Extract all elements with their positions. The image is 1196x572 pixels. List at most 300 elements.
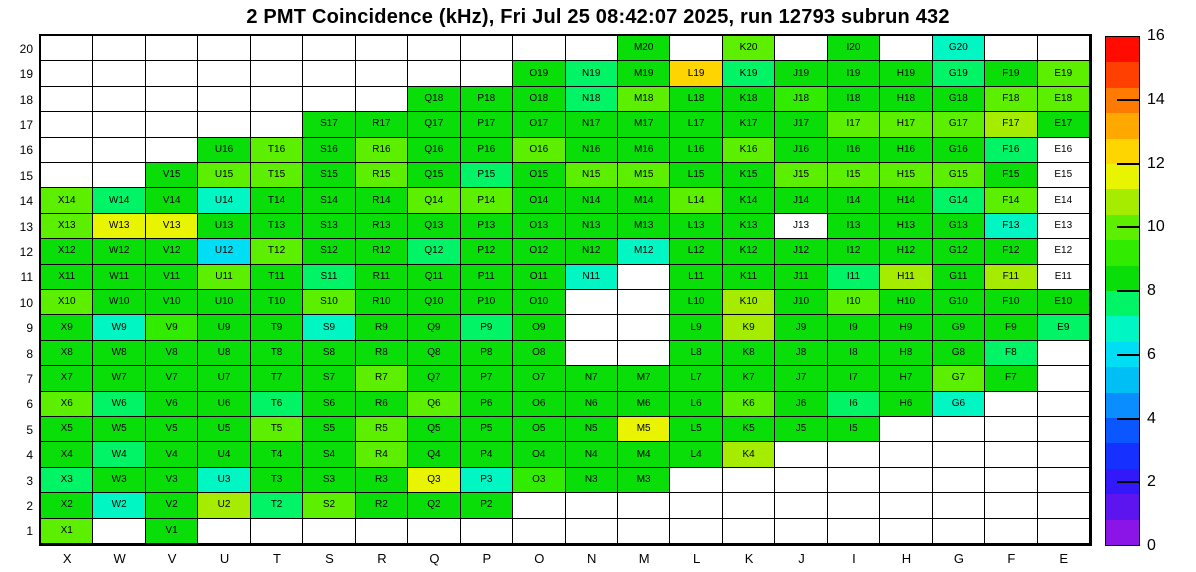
heatmap-cell: U6 <box>198 392 250 417</box>
heatmap-cell-empty <box>670 468 722 493</box>
heatmap-cell-empty <box>880 519 932 544</box>
heatmap-cell: O7 <box>513 366 565 391</box>
heatmap-cell-empty <box>985 442 1037 467</box>
heatmap-cell: S3 <box>303 468 355 493</box>
color-scale-band <box>1106 291 1139 316</box>
heatmap-cell: X5 <box>41 417 93 442</box>
heatmap-cell: G8 <box>933 341 985 366</box>
heatmap-cell: Q3 <box>408 468 460 493</box>
heatmap-cell-empty <box>985 493 1037 518</box>
heatmap-cell: K10 <box>723 290 775 315</box>
color-scale-tick <box>1117 99 1139 101</box>
x-axis-tick-label: X <box>62 551 72 566</box>
heatmap-cell-empty <box>41 87 93 112</box>
y-axis-tick-label: 16 <box>19 143 33 158</box>
heatmap-cell-empty <box>513 493 565 518</box>
heatmap-cell: F19 <box>985 61 1037 86</box>
y-axis-tick-label: 12 <box>19 244 33 259</box>
heatmap-cell-empty <box>618 315 670 340</box>
heatmap-cell: W3 <box>93 468 145 493</box>
heatmap-cell: E9 <box>1038 315 1090 340</box>
heatmap-cell: K9 <box>723 315 775 340</box>
y-axis-tick-label: 2 <box>26 498 33 513</box>
x-axis-tick-label: Q <box>429 551 440 566</box>
heatmap-cell: O11 <box>513 265 565 290</box>
heatmap-cell: E12 <box>1038 239 1090 264</box>
heatmap-cell-empty <box>198 519 250 544</box>
heatmap-cell: U7 <box>198 366 250 391</box>
heatmap-cell: W4 <box>93 442 145 467</box>
heatmap-cell: S13 <box>303 214 355 239</box>
x-axis-tick-label: H <box>901 551 912 566</box>
heatmap-cell: O12 <box>513 239 565 264</box>
heatmap-cell-empty <box>670 493 722 518</box>
x-axis-tick-label: O <box>534 551 545 566</box>
x-axis-tick-label: F <box>1007 551 1016 566</box>
heatmap-cell: X11 <box>41 265 93 290</box>
y-axis-tick-label: 5 <box>26 422 33 437</box>
heatmap-cell: Q6 <box>408 392 460 417</box>
heatmap-cell: O13 <box>513 214 565 239</box>
heatmap-cell: N16 <box>566 138 618 163</box>
heatmap-cell: F13 <box>985 214 1037 239</box>
heatmap-cell-empty <box>1038 519 1090 544</box>
y-axis-tick-label: 11 <box>20 270 33 285</box>
heatmap-cell: I5 <box>828 417 880 442</box>
heatmap-cell: K13 <box>723 214 775 239</box>
heatmap-cell: M5 <box>618 417 670 442</box>
heatmap-cell-empty <box>1038 442 1090 467</box>
heatmap-cell: R17 <box>356 112 408 137</box>
heatmap-cell: I20 <box>828 36 880 61</box>
heatmap-cell-empty <box>513 519 565 544</box>
heatmap-cell: G15 <box>933 163 985 188</box>
heatmap-cell-empty <box>251 112 303 137</box>
heatmap-cell: W8 <box>93 341 145 366</box>
heatmap-cell-empty <box>146 87 198 112</box>
heatmap-cell: J11 <box>775 265 827 290</box>
heatmap-cell: Q14 <box>408 188 460 213</box>
heatmap-cell: G7 <box>933 366 985 391</box>
heatmap-cell: W7 <box>93 366 145 391</box>
heatmap-cell: S12 <box>303 239 355 264</box>
heatmap-cell: N14 <box>566 188 618 213</box>
heatmap-cell: R5 <box>356 417 408 442</box>
heatmap-cell: M14 <box>618 188 670 213</box>
heatmap-cell-empty <box>41 61 93 86</box>
heatmap-cell: F14 <box>985 188 1037 213</box>
heatmap-cell: T15 <box>251 163 303 188</box>
color-scale-tick-label: 2 <box>1147 473 1156 491</box>
color-scale-band <box>1106 189 1139 214</box>
heatmap-cell-empty <box>356 87 408 112</box>
heatmap-cell: I16 <box>828 138 880 163</box>
x-axis-tick-label: R <box>377 551 387 566</box>
color-scale-band <box>1106 316 1139 341</box>
heatmap-cell: R16 <box>356 138 408 163</box>
heatmap-cell-empty <box>198 87 250 112</box>
heatmap-cell: O9 <box>513 315 565 340</box>
heatmap-cell: K12 <box>723 239 775 264</box>
heatmap-cell: G14 <box>933 188 985 213</box>
heatmap-cell-empty <box>408 61 460 86</box>
x-axis-tick-label: G <box>953 551 964 566</box>
heatmap-cell: X3 <box>41 468 93 493</box>
heatmap-cell: G19 <box>933 61 985 86</box>
heatmap-cell-empty <box>198 61 250 86</box>
heatmap-cell-empty <box>356 36 408 61</box>
heatmap-cell: E18 <box>1038 87 1090 112</box>
heatmap-cell: G11 <box>933 265 985 290</box>
heatmap-cell: Q13 <box>408 214 460 239</box>
heatmap-cell: U14 <box>198 188 250 213</box>
color-scale-band <box>1106 418 1139 443</box>
y-axis-tick-label: 8 <box>26 346 33 361</box>
heatmap-cell: T3 <box>251 468 303 493</box>
heatmap-cell: H12 <box>880 239 932 264</box>
heatmap-cell-empty <box>251 519 303 544</box>
x-axis-tick-label: E <box>1059 551 1069 566</box>
heatmap-cell: F10 <box>985 290 1037 315</box>
heatmap-cell: K4 <box>723 442 775 467</box>
heatmap-cell: F15 <box>985 163 1037 188</box>
heatmap-cell-empty <box>566 519 618 544</box>
heatmap-cell: U13 <box>198 214 250 239</box>
heatmap-cell-empty <box>1038 341 1090 366</box>
heatmap-cell: X6 <box>41 392 93 417</box>
heatmap-cell-empty <box>461 61 513 86</box>
heatmap-cell: G10 <box>933 290 985 315</box>
heatmap-cell: V5 <box>146 417 198 442</box>
heatmap-cell: J19 <box>775 61 827 86</box>
heatmap-cell: P10 <box>461 290 513 315</box>
heatmap-cell-empty <box>618 493 670 518</box>
heatmap-cell-empty <box>670 519 722 544</box>
heatmap-cell: J14 <box>775 188 827 213</box>
heatmap-cell: U10 <box>198 290 250 315</box>
heatmap-cell: T7 <box>251 366 303 391</box>
heatmap-cell-empty <box>985 468 1037 493</box>
heatmap-cell: W14 <box>93 188 145 213</box>
heatmap-cell: I19 <box>828 61 880 86</box>
heatmap-cell: P12 <box>461 239 513 264</box>
heatmap-cell: I7 <box>828 366 880 391</box>
color-scale-tick-label: 8 <box>1147 282 1156 299</box>
heatmap-cell: W11 <box>93 265 145 290</box>
heatmap-cell: G20 <box>933 36 985 61</box>
heatmap-cell: N18 <box>566 87 618 112</box>
heatmap-cell: G16 <box>933 138 985 163</box>
heatmap-cell-empty <box>618 265 670 290</box>
heatmap-cell: L9 <box>670 315 722 340</box>
heatmap-cell: L7 <box>670 366 722 391</box>
heatmap-cell: P2 <box>461 493 513 518</box>
heatmap-cell: S17 <box>303 112 355 137</box>
heatmap-cell: M12 <box>618 239 670 264</box>
heatmap-cell-empty <box>985 519 1037 544</box>
heatmap-cell: M7 <box>618 366 670 391</box>
heatmap-cell: K5 <box>723 417 775 442</box>
heatmap-cell: K17 <box>723 112 775 137</box>
heatmap-cell: F7 <box>985 366 1037 391</box>
heatmap-cell: L11 <box>670 265 722 290</box>
heatmap-cell-empty <box>198 112 250 137</box>
heatmap-cell: L18 <box>670 87 722 112</box>
heatmap-cell-empty <box>566 493 618 518</box>
heatmap-cell: N6 <box>566 392 618 417</box>
heatmap-cell: N5 <box>566 417 618 442</box>
heatmap-cell: S11 <box>303 265 355 290</box>
heatmap-cell: Q7 <box>408 366 460 391</box>
heatmap-cell: F18 <box>985 87 1037 112</box>
heatmap-cell: X10 <box>41 290 93 315</box>
heatmap-cell: L14 <box>670 188 722 213</box>
x-axis-tick-label: J <box>798 551 805 566</box>
heatmap-cell-empty <box>828 493 880 518</box>
heatmap-cell: E10 <box>1038 290 1090 315</box>
heatmap-cell-empty <box>618 290 670 315</box>
heatmap-cell: H9 <box>880 315 932 340</box>
heatmap-cell: X12 <box>41 239 93 264</box>
heatmap-cell: K19 <box>723 61 775 86</box>
x-axis-tick-label: V <box>167 551 177 566</box>
heatmap-cell: T13 <box>251 214 303 239</box>
heatmap-cell-empty <box>880 493 932 518</box>
color-scale-tick-label: 16 <box>1147 27 1165 44</box>
heatmap-cell: H11 <box>880 265 932 290</box>
heatmap-cell: F11 <box>985 265 1037 290</box>
heatmap-cell: L12 <box>670 239 722 264</box>
heatmap-cell: V10 <box>146 290 198 315</box>
heatmap-cell: W2 <box>93 493 145 518</box>
heatmap-cell-empty <box>303 61 355 86</box>
heatmap-cell: P11 <box>461 265 513 290</box>
heatmap-cell: P9 <box>461 315 513 340</box>
heatmap-cell: J17 <box>775 112 827 137</box>
heatmap-cell: X8 <box>41 341 93 366</box>
y-axis-tick-label: 4 <box>26 448 33 463</box>
heatmap-cell: P8 <box>461 341 513 366</box>
heatmap-cell-empty <box>146 61 198 86</box>
heatmap-cell: J18 <box>775 87 827 112</box>
color-scale-tick-label: 14 <box>1147 90 1165 108</box>
heatmap-cell-empty <box>93 138 145 163</box>
color-scale-band <box>1106 164 1139 189</box>
heatmap-cell: J9 <box>775 315 827 340</box>
heatmap-cell: X7 <box>41 366 93 391</box>
heatmap-cell: M3 <box>618 468 670 493</box>
heatmap-cell: O14 <box>513 188 565 213</box>
heatmap-cell: P15 <box>461 163 513 188</box>
color-scale-tick-label: 4 <box>1147 409 1156 427</box>
heatmap-cell: V14 <box>146 188 198 213</box>
heatmap-cell: N11 <box>566 265 618 290</box>
heatmap-cell-empty <box>93 519 145 544</box>
heatmap-cell: M4 <box>618 442 670 467</box>
heatmap-cell: P6 <box>461 392 513 417</box>
heatmap-cell-empty <box>933 468 985 493</box>
heatmap-cell: H18 <box>880 87 932 112</box>
heatmap-cell: L16 <box>670 138 722 163</box>
color-scale-band <box>1106 266 1139 291</box>
heatmap-cell: U16 <box>198 138 250 163</box>
color-scale-band <box>1106 62 1139 87</box>
heatmap-cell: O3 <box>513 468 565 493</box>
heatmap-cell: F12 <box>985 239 1037 264</box>
heatmap-cell: M15 <box>618 163 670 188</box>
heatmap-cell: V12 <box>146 239 198 264</box>
heatmap-cell-empty <box>775 493 827 518</box>
heatmap-cell: K14 <box>723 188 775 213</box>
heatmap-cell: X1 <box>41 519 93 544</box>
heatmap-cell: H8 <box>880 341 932 366</box>
heatmap-cell: Q11 <box>408 265 460 290</box>
heatmap-cell-empty <box>198 36 250 61</box>
heatmap-cell-empty <box>251 61 303 86</box>
heatmap-cell-empty <box>985 417 1037 442</box>
heatmap-cell: L17 <box>670 112 722 137</box>
heatmap-cell: P13 <box>461 214 513 239</box>
heatmap-cell: T12 <box>251 239 303 264</box>
heatmap-cell-empty <box>566 341 618 366</box>
color-scale-band <box>1106 37 1139 62</box>
heatmap-cell-empty <box>933 493 985 518</box>
heatmap-cell: J5 <box>775 417 827 442</box>
heatmap-cell: K7 <box>723 366 775 391</box>
y-axis-tick-label: 17 <box>19 117 33 132</box>
heatmap-cell: Q2 <box>408 493 460 518</box>
heatmap-cell: W10 <box>93 290 145 315</box>
heatmap-cell-empty <box>880 417 932 442</box>
heatmap-cell: S7 <box>303 366 355 391</box>
heatmap-cell: U9 <box>198 315 250 340</box>
y-axis-tick-label: 15 <box>19 168 33 183</box>
color-scale-tick <box>1117 226 1139 228</box>
y-axis-tick-label: 9 <box>26 321 33 336</box>
heatmap-cell-empty <box>566 290 618 315</box>
heatmap-cell: X14 <box>41 188 93 213</box>
color-scale-band <box>1106 240 1139 265</box>
color-scale-tick-label: 10 <box>1147 218 1165 236</box>
heatmap-cell-empty <box>303 36 355 61</box>
heatmap-cell: G6 <box>933 392 985 417</box>
heatmap-cell: K11 <box>723 265 775 290</box>
heatmap-cell: V11 <box>146 265 198 290</box>
heatmap-cell: P5 <box>461 417 513 442</box>
heatmap-cell: R11 <box>356 265 408 290</box>
heatmap-cell-empty <box>513 36 565 61</box>
heatmap-cell: W12 <box>93 239 145 264</box>
heatmap-cell: J8 <box>775 341 827 366</box>
heatmap-cell: Q9 <box>408 315 460 340</box>
heatmap-cell: Q18 <box>408 87 460 112</box>
heatmap-cell: W9 <box>93 315 145 340</box>
heatmap-cell: S16 <box>303 138 355 163</box>
heatmap-cell: O8 <box>513 341 565 366</box>
heatmap-cell: V15 <box>146 163 198 188</box>
heatmap-cell-empty <box>146 36 198 61</box>
heatmap-cell: N17 <box>566 112 618 137</box>
heatmap-cell: K16 <box>723 138 775 163</box>
heatmap-cell: X9 <box>41 315 93 340</box>
heatmap-cell: H14 <box>880 188 932 213</box>
heatmap-cell: V6 <box>146 392 198 417</box>
y-axis-tick-label: 18 <box>19 92 33 107</box>
heatmap-cell: E16 <box>1038 138 1090 163</box>
heatmap-cell: I12 <box>828 239 880 264</box>
heatmap-cell-empty <box>93 112 145 137</box>
chart-title: 2 PMT Coincidence (kHz), Fri Jul 25 08:42:07 2025, run 12793 subrun 432 <box>246 6 950 28</box>
heatmap-cell: N3 <box>566 468 618 493</box>
heatmap-cell: E19 <box>1038 61 1090 86</box>
color-scale-tick <box>1117 163 1139 165</box>
color-scale-band <box>1106 367 1139 392</box>
heatmap-cell: I14 <box>828 188 880 213</box>
heatmap-cell: J10 <box>775 290 827 315</box>
color-scale-tick-label: 6 <box>1147 345 1156 363</box>
heatmap-cell: E15 <box>1038 163 1090 188</box>
y-axis-tick-label: 3 <box>26 473 33 488</box>
heatmap-cell-empty <box>723 468 775 493</box>
heatmap-cell-empty <box>880 468 932 493</box>
heatmap-cell-empty <box>408 519 460 544</box>
heatmap-cell: I10 <box>828 290 880 315</box>
x-axis-tick-label: L <box>693 551 701 566</box>
heatmap-cell: P14 <box>461 188 513 213</box>
heatmap-cell: K8 <box>723 341 775 366</box>
heatmap-cell: S6 <box>303 392 355 417</box>
heatmap-cell: U15 <box>198 163 250 188</box>
y-axis-tick-label: 13 <box>19 219 33 234</box>
heatmap-cell: U4 <box>198 442 250 467</box>
heatmap-cell: U5 <box>198 417 250 442</box>
heatmap-cell-empty <box>566 36 618 61</box>
heatmap-cell-empty <box>1038 468 1090 493</box>
heatmap-cell: K6 <box>723 392 775 417</box>
heatmap-cell: O16 <box>513 138 565 163</box>
heatmap-cell: Q8 <box>408 341 460 366</box>
heatmap-cell: N13 <box>566 214 618 239</box>
heatmap-cell-empty <box>93 87 145 112</box>
heatmap-cell: T16 <box>251 138 303 163</box>
heatmap-cell: T10 <box>251 290 303 315</box>
heatmap-cell: O17 <box>513 112 565 137</box>
heatmap-cell: Q17 <box>408 112 460 137</box>
heatmap-cell-empty <box>1038 366 1090 391</box>
heatmap-cell-empty <box>408 36 460 61</box>
heatmap-cell-empty <box>1038 36 1090 61</box>
heatmap-cell: V7 <box>146 366 198 391</box>
heatmap-cell: L10 <box>670 290 722 315</box>
heatmap-cell: T14 <box>251 188 303 213</box>
x-axis-tick-label: P <box>482 551 492 566</box>
heatmap-cell: S15 <box>303 163 355 188</box>
heatmap-cell: P17 <box>461 112 513 137</box>
heatmap-cell: P4 <box>461 442 513 467</box>
heatmap-cell-empty <box>566 315 618 340</box>
x-axis-tick-label: I <box>852 551 856 566</box>
heatmap-cell: L8 <box>670 341 722 366</box>
heatmap-cell-empty <box>41 138 93 163</box>
heatmap-cell: S4 <box>303 442 355 467</box>
heatmap-cell: V1 <box>146 519 198 544</box>
heatmap-cell-empty <box>93 36 145 61</box>
heatmap-cell: L15 <box>670 163 722 188</box>
heatmap-cell: N15 <box>566 163 618 188</box>
heatmap-cell: F17 <box>985 112 1037 137</box>
heatmap-cell: V2 <box>146 493 198 518</box>
y-axis-tick-label: 19 <box>19 67 33 82</box>
